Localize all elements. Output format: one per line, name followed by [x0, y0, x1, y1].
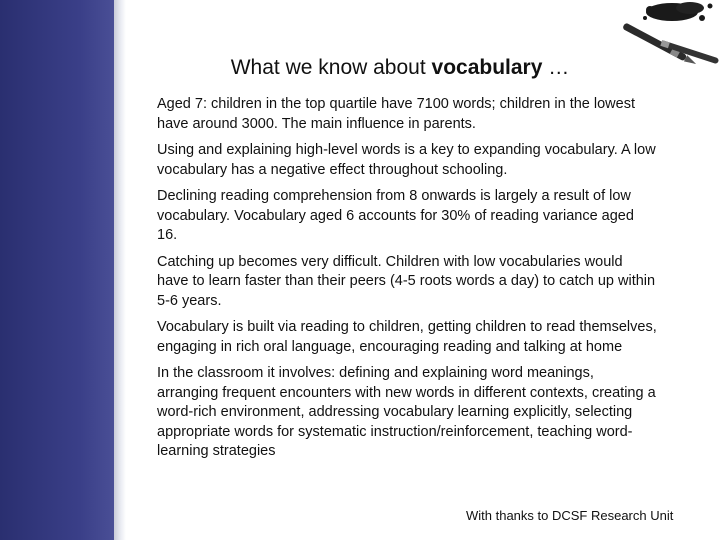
slide-body	[157, 95, 657, 469]
paragraph: Catching up becomes very difficult. Children with low vocabularies would have to learn faster than their peers (4-5 roots words a day) to catch up within 5-6 years.	[157, 253, 656, 309]
paragraph: In the classroom it involves: defining and explaining word meanings, arranging frequent encounters with new words in different contexts, creating a word-rich environment, addressing vocabulary learning explicitly, selecting appropriate words for systematic instruction/reinforcement, teaching word-learning strategies	[157, 365, 656, 459]
paragraph: Aged 7: children in the top quartile have 7100 words; children in the lowest have around 3000. The main influence in parents.	[157, 96, 635, 132]
paragraph: Declining reading comprehension from 8 onwards is largely a result of low vocabulary. Vocabulary aged 6 accounts for 30% of reading variance aged 16.	[157, 188, 634, 243]
slide-title: What we know about vocabulary …	[230, 56, 570, 79]
slide-sidebar	[0, 0, 114, 540]
paragraph: Vocabulary is built via reading to children, getting children to read themselves, engaging in rich oral language, encouraging reading and talking at home	[157, 319, 657, 355]
sidebar-edge	[114, 0, 126, 540]
paragraph: Using and explaining high-level words is a key to expanding vocabulary. A low vocabulary has a negative effect throughout schooling.	[157, 142, 656, 178]
slide-footer: With thanks to DCSF Research Unit	[466, 508, 674, 523]
